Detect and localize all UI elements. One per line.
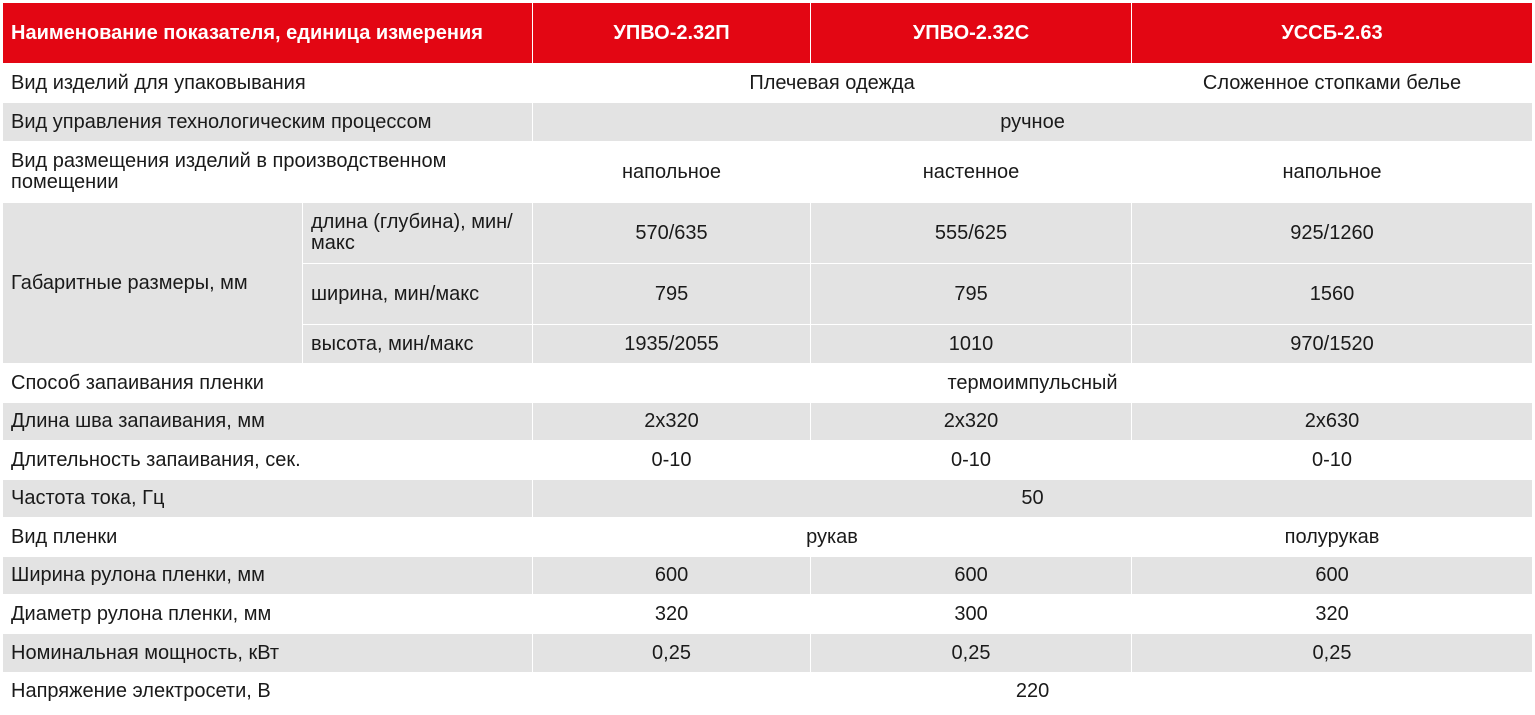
- sub-label: высота, мин/макс: [303, 325, 533, 364]
- cell-value: 555/625: [811, 203, 1132, 264]
- table-row: [3, 518, 1533, 557]
- row-label: Вид размещения изделий в производственном помещении: [3, 142, 533, 203]
- table-row: [3, 364, 1533, 403]
- cell-value: Сложенное стопками белье: [1132, 64, 1533, 103]
- cell-value: ручное: [533, 103, 1533, 142]
- table-row: [3, 403, 1533, 441]
- table-row: [3, 441, 1533, 480]
- table-row: [3, 634, 1533, 673]
- cell-value: 570/635: [533, 203, 811, 264]
- cell-value: 2х630: [1132, 403, 1533, 441]
- cell-value: 0-10: [811, 441, 1132, 480]
- cell-value: 0,25: [533, 634, 811, 673]
- row-label: Длительность запаивания, сек.: [3, 441, 533, 480]
- cell-value: 300: [811, 595, 1132, 634]
- cell-value: полурукав: [1132, 518, 1533, 557]
- header-model-2: УПВО-2.32С: [811, 3, 1132, 64]
- cell-value: 1560: [1132, 264, 1533, 325]
- cell-value: настенное: [811, 142, 1132, 203]
- cell-value: 2х320: [533, 403, 811, 441]
- cell-value: 320: [533, 595, 811, 634]
- cell-value: рукав: [533, 518, 1132, 557]
- row-label: Длина шва запаивания, мм: [3, 403, 533, 441]
- cell-value: Плечевая одежда: [533, 64, 1132, 103]
- cell-value: 925/1260: [1132, 203, 1533, 264]
- row-label: Вид изделий для упаковывания: [3, 64, 533, 103]
- table-row: [3, 557, 1533, 595]
- cell-value: 0-10: [1132, 441, 1533, 480]
- row-label: Ширина рулона пленки, мм: [3, 557, 533, 595]
- row-label: Способ запаивания пленки: [3, 364, 533, 403]
- cell-value: 1935/2055: [533, 325, 811, 364]
- cell-value: 600: [533, 557, 811, 595]
- cell-value: 50: [533, 480, 1533, 518]
- cell-value: напольное: [1132, 142, 1533, 203]
- cell-value: напольное: [533, 142, 811, 203]
- sub-label: ширина, мин/макс: [303, 264, 533, 325]
- header-row: [3, 3, 1533, 64]
- cell-value: термоимпульсный: [533, 364, 1533, 403]
- row-label: Частота тока, Гц: [3, 480, 533, 518]
- spec-table: [2, 2, 1533, 711]
- table-row: [3, 103, 1533, 142]
- table-row: [3, 673, 1533, 711]
- table-row: [3, 595, 1533, 634]
- cell-value: 795: [533, 264, 811, 325]
- row-label: Вид управления технологическим процессом: [3, 103, 533, 142]
- table-row: [3, 203, 1533, 264]
- table-row: [3, 480, 1533, 518]
- cell-value: 795: [811, 264, 1132, 325]
- row-label: Номинальная мощность, кВт: [3, 634, 533, 673]
- cell-value: 2х320: [811, 403, 1132, 441]
- cell-value: 1010: [811, 325, 1132, 364]
- cell-value: 0,25: [1132, 634, 1533, 673]
- row-label: Напряжение электросети, В: [3, 673, 533, 711]
- cell-value: 320: [1132, 595, 1533, 634]
- header-model-1: УПВО-2.32П: [533, 3, 811, 64]
- table-row: [3, 64, 1533, 103]
- cell-value: 970/1520: [1132, 325, 1533, 364]
- table-row: [3, 142, 1533, 203]
- sub-label: длина (глубина), мин/макс: [303, 203, 533, 264]
- header-param: Наименование показателя, единица измерения: [3, 3, 533, 64]
- cell-value: 220: [533, 673, 1533, 711]
- cell-value: 600: [1132, 557, 1533, 595]
- row-label: Габаритные размеры, мм: [3, 203, 303, 364]
- row-label: Диаметр рулона пленки, мм: [3, 595, 533, 634]
- cell-value: 0,25: [811, 634, 1132, 673]
- header-model-3: УССБ-2.63: [1132, 3, 1533, 64]
- row-label: Вид пленки: [3, 518, 533, 557]
- cell-value: 600: [811, 557, 1132, 595]
- cell-value: 0-10: [533, 441, 811, 480]
